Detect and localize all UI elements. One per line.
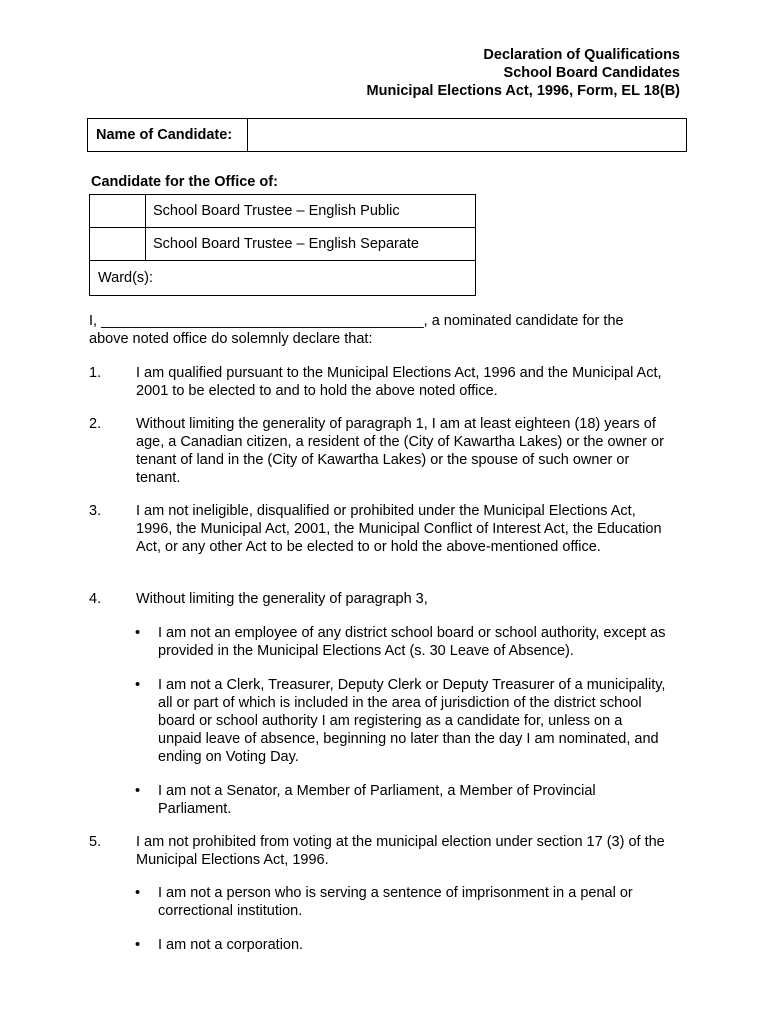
office-option-checkbox[interactable] (90, 228, 146, 260)
bullet-icon: • (135, 885, 141, 901)
item-text: I am not prohibited from voting at the municipal election under section 17 (3) of the Municipal Elections Act, 1996. (136, 834, 665, 868)
bullet-text: I am not a Clerk, Treasurer, Deputy Clerk or Deputy Treasurer of a municipality, all or part of which is included in the area of jurisdiction of the district school board or school authority I am registering as a candidate for, unless on a unpaid leave of absence, beginning no later than the day I am nominated, and ending on Voting Day. (158, 677, 666, 765)
bullet-text: I am not a Senator, a Member of Parliament, a Member of Provincial Parliament. (158, 783, 596, 817)
header-title: Declaration of Qualifications (483, 47, 680, 63)
item-text: Without limiting the generality of paragraph 1, I am at least eighteen (18) years of age, a Canadian citizen, a resident of the (City of Kawartha Lakes) or the owner or tenant of land in the (City of Kawartha Lakes) or the spouse of such owner or tenant. (136, 416, 664, 486)
office-option-label: School Board Trustee – English Public (153, 203, 400, 219)
header-subtitle: School Board Candidates (503, 65, 680, 81)
bullet-icon: • (135, 783, 141, 799)
bullet-icon: • (135, 677, 141, 693)
item-number: 5. (89, 834, 102, 850)
office-section-title: Candidate for the Office of: (91, 174, 278, 190)
ward-field[interactable] (90, 261, 475, 295)
bullet-text: I am not a corporation. (158, 937, 304, 953)
declaration-statement: I, ________________________________________, a nominated candidate for the above noted office do solemnly declare that: (89, 313, 624, 347)
office-option-row (90, 195, 475, 228)
bullet-text: I am not an employee of any district school board or school authority, except as provided in the Municipal Elections Act (s. 30 Leave of Absence). (158, 625, 666, 659)
item-text: I am not ineligible, disqualified or prohibited under the Municipal Elections Act, 1996, the Municipal Act, 2001, the Municipal Conflict of Interest Act, the Education Act, or any other Act to be elected to or hold the above-mentioned office. (136, 503, 662, 555)
office-table (89, 194, 476, 296)
candidate-name-label: Name of Candidate: (88, 119, 248, 151)
item-text: Without limiting the generality of paragraph 3, (136, 591, 428, 607)
form-header (367, 46, 680, 100)
item-number: 2. (89, 416, 102, 432)
header-form-ref: Municipal Elections Act, 1996, Form, EL 18(B) (366, 83, 680, 99)
bullet-text: I am not a person who is serving a sentence of imprisonment in a penal or correctional institution. (158, 885, 633, 919)
office-option-checkbox[interactable] (90, 195, 146, 227)
candidate-name-box (87, 118, 687, 152)
item-number: 4. (89, 591, 102, 607)
office-option-row (90, 228, 475, 261)
candidate-name-field[interactable] (248, 119, 686, 151)
item-number: 3. (89, 503, 102, 519)
bullet-icon: • (135, 937, 141, 953)
item-text: I am qualified pursuant to the Municipal Elections Act, 1996 and the Municipal Act, 2001 to be elected to and to hold the above noted office. (136, 365, 662, 399)
item-number: 1. (89, 365, 102, 381)
ward-label: Ward(s): (98, 270, 154, 286)
office-option-label: School Board Trustee – English Separate (153, 236, 419, 252)
bullet-icon: • (135, 625, 141, 641)
